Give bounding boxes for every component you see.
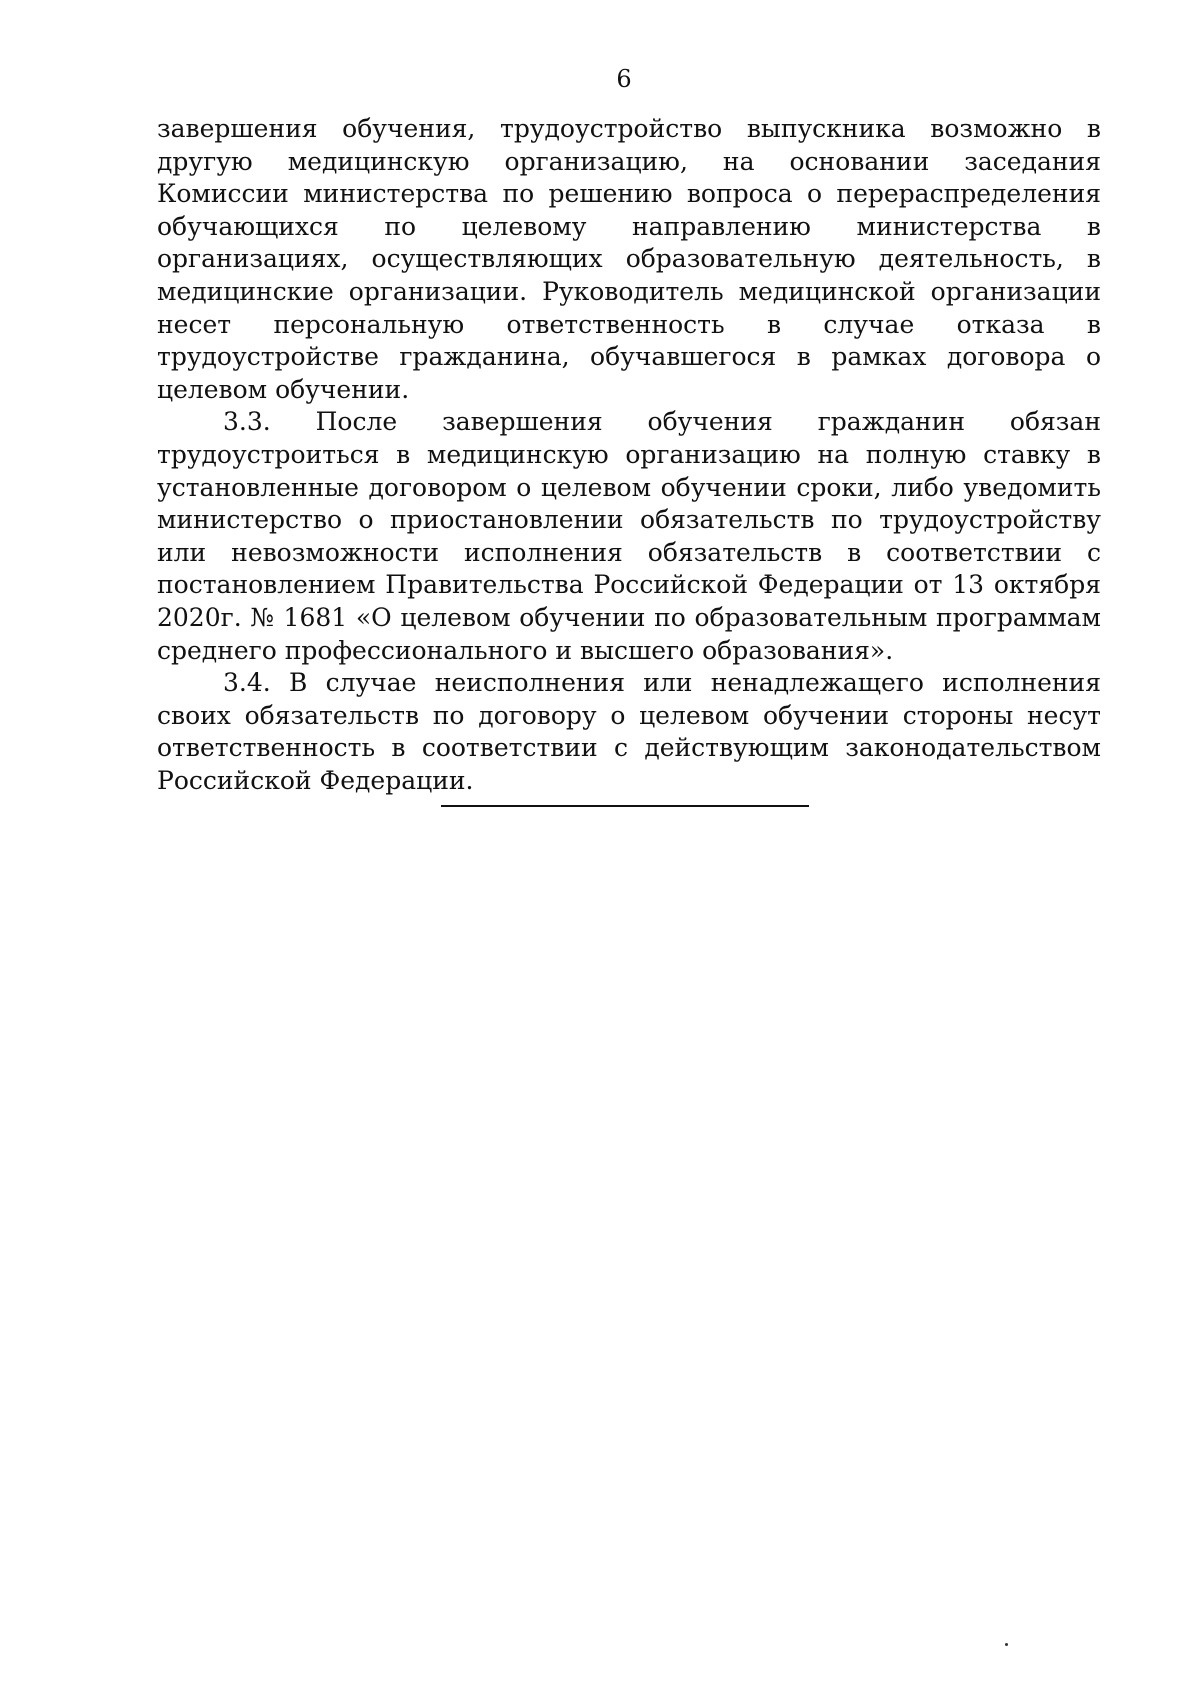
end-of-text-rule	[441, 805, 809, 807]
paragraph-continuation: завершения обучения, трудоустройство выпускника возможно в другую медицинскую организацию, на основании заседания Комиссии министерства по решению вопроса о перераспределения обучающихся по целевому направлению министерства в организациях, осуществляющих образовательную деятельность, в медицинские организации. Руководитель медицинской организации несет персональную ответственность в случае отказа в трудоустройстве гражданина, обучавшегося в рамках договора о целевом обучении.	[157, 114, 1101, 404]
paragraph-3-3: 3.3. После завершения обучения гражданин обязан трудоустроиться в медицинскую организацию на полную ставку в установленные договором о целевом обучении сроки, либо уведомить министерство о приостановлении обязательств по трудоустройству или невозможности исполнения обязательств в соответствии с постановлением Правительства Российской Федерации от 13 октября 2020г. № 1681 «О целевом обучении по образовательным программам среднего профессионального и высшего образования».	[157, 407, 1101, 665]
scan-speck	[1005, 1643, 1008, 1646]
document-body	[157, 113, 1101, 797]
paragraph-3-4: 3.4. В случае неисполнения или ненадлежащего исполнения своих обязательств по договору о целевом обучении стороны несут ответственность в соответствии с действующим законодательством Российской Федерации.	[157, 668, 1101, 795]
page-number: 6	[616, 65, 632, 93]
